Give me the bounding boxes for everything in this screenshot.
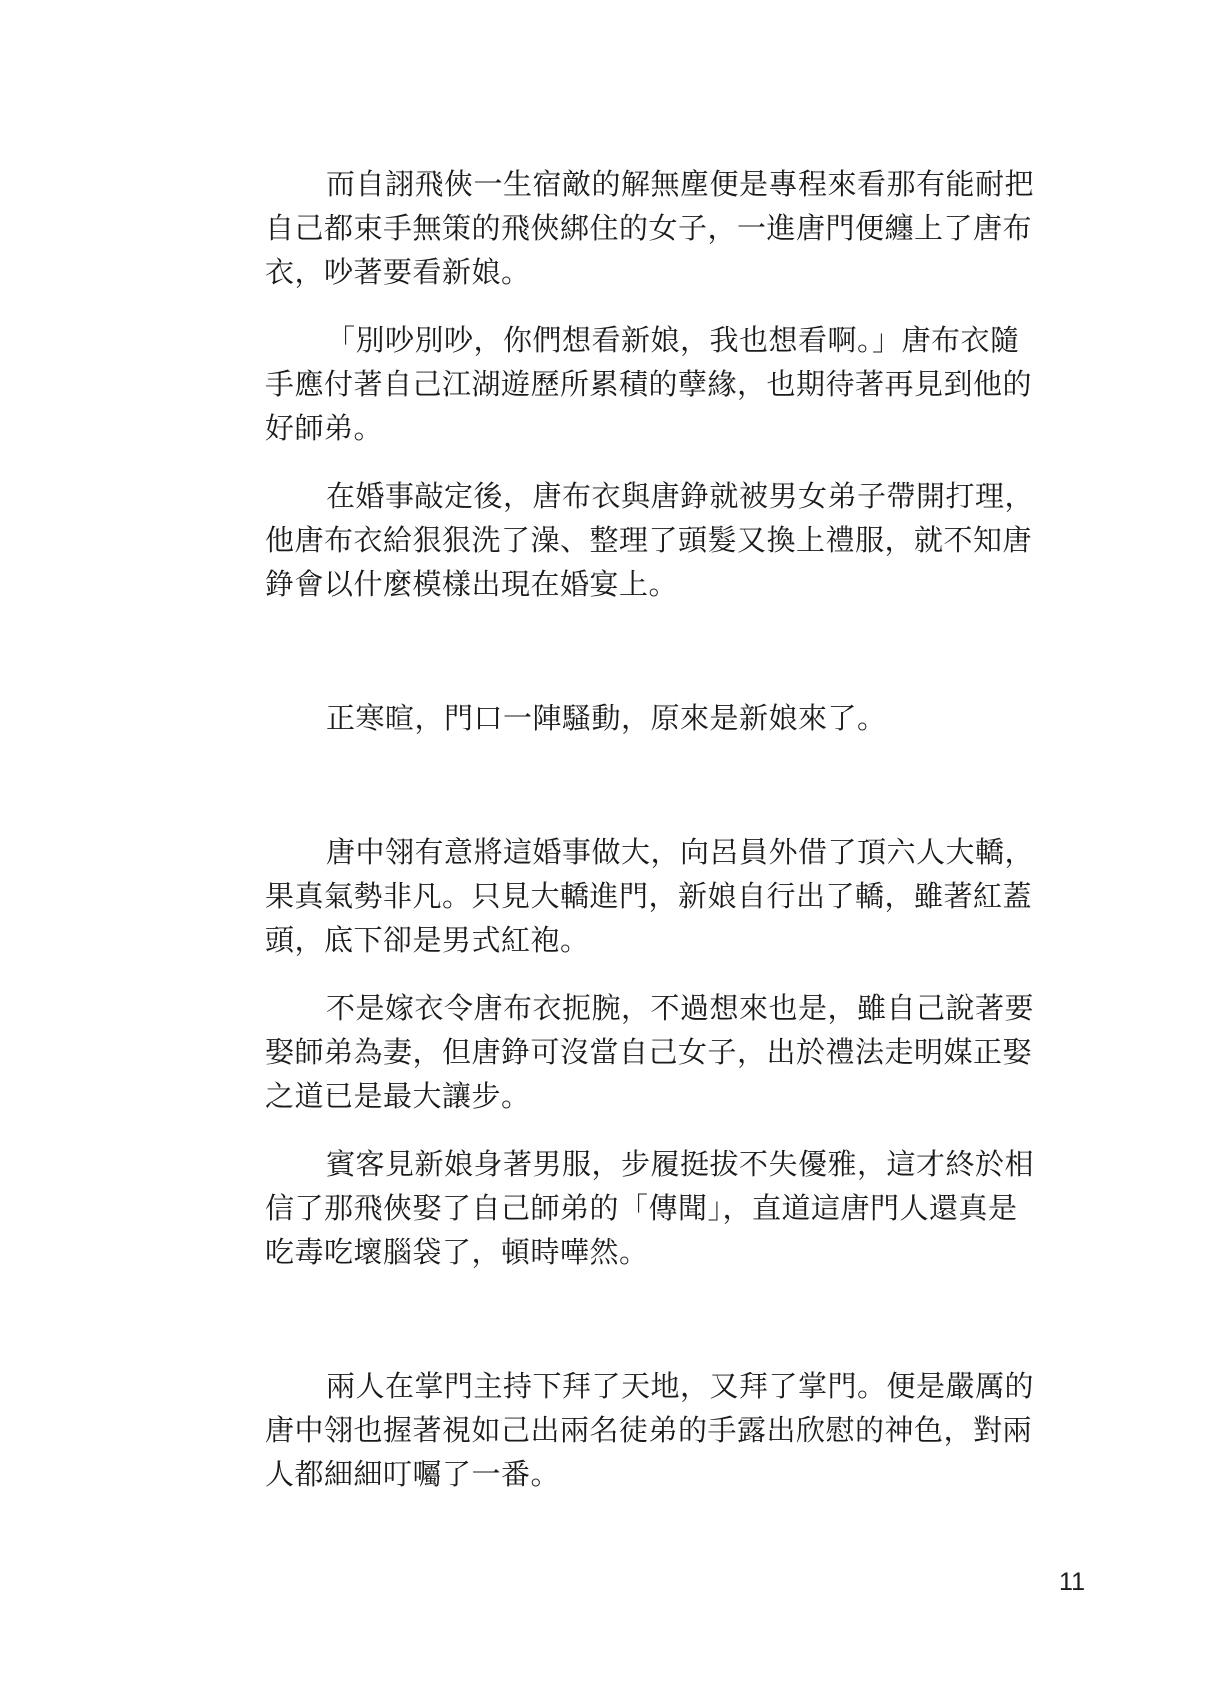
paragraph-line: 「別吵別吵，你們想看新娘，我也想看啊。」唐布衣隨 [326, 323, 1020, 357]
paragraph-2 [265, 318, 1070, 450]
paragraph-line: 在婚事敲定後，唐布衣與唐錚就被男女弟子帶開打理， [326, 479, 1035, 513]
paragraph-3 [265, 474, 1070, 606]
paragraph-line: 頭，底下卻是男式紅袍。 [265, 923, 590, 957]
paragraph-line: 好師弟。 [265, 411, 384, 445]
paragraph-line: 果真氣勢非凡。只見大轎進門，新娘自行出了轎，雖著紅蓋 [265, 879, 1033, 913]
paragraph-line: 錚會以什麼模樣出現在婚宴上。 [265, 567, 679, 601]
page-number: 11 [1059, 1568, 1085, 1596]
paragraph-line: 正寒暄，門口一陣騷動，原來是新娘來了。 [326, 701, 887, 735]
paragraph-line: 之道已是最大讓步。 [265, 1079, 531, 1113]
paragraph-line: 而自詡飛俠一生宿敵的解無塵便是專程來看那有能耐把 [326, 167, 1035, 201]
paragraph-1 [265, 162, 1070, 294]
section-break [265, 1298, 1070, 1364]
paragraph-7 [265, 1142, 1070, 1274]
body-text [265, 162, 1070, 1520]
paragraph-line: 衣，吵著要看新娘。 [265, 255, 531, 289]
paragraph-8 [265, 1364, 1070, 1496]
paragraph-5 [265, 830, 1070, 962]
paragraph-6 [265, 986, 1070, 1118]
paragraph-line: 吃毒吃壞腦袋了，頓時嘩然。 [265, 1235, 649, 1269]
section-break [265, 630, 1070, 696]
paragraph-line: 娶師弟為妻，但唐錚可沒當自己女子，出於禮法走明媒正娶 [265, 1035, 1033, 1069]
paragraph-line: 兩人在掌門主持下拜了天地，又拜了掌門。便是嚴厲的 [326, 1369, 1035, 1403]
paragraph-line: 不是嫁衣令唐布衣扼腕，不過想來也是，雖自己說著要 [326, 991, 1035, 1025]
paragraph-line: 人都細細叮囑了一番。 [265, 1457, 561, 1491]
paragraph-line: 他唐布衣給狠狠洗了澡、整理了頭髮又換上禮服，就不知唐 [265, 523, 1033, 557]
paragraph-line: 手應付著自己江湖遊歷所累積的孽緣，也期待著再見到他的 [265, 367, 1033, 401]
section-break [265, 764, 1070, 830]
paragraph-line: 自己都束手無策的飛俠綁住的女子，一進唐門便纏上了唐布 [265, 211, 1033, 245]
paragraph-4 [265, 696, 1070, 740]
paragraph-line: 唐中翎也握著視如己出兩名徒弟的手露出欣慰的神色，對兩 [265, 1413, 1033, 1447]
paragraph-line: 唐中翎有意將這婚事做大，向呂員外借了頂六人大轎， [326, 835, 1035, 869]
paragraph-line: 信了那飛俠娶了自己師弟的「傳聞」，直道這唐門人還真是 [265, 1191, 1018, 1225]
paragraph-line: 賓客見新娘身著男服，步履挺拔不失優雅，這才終於相 [326, 1147, 1035, 1181]
